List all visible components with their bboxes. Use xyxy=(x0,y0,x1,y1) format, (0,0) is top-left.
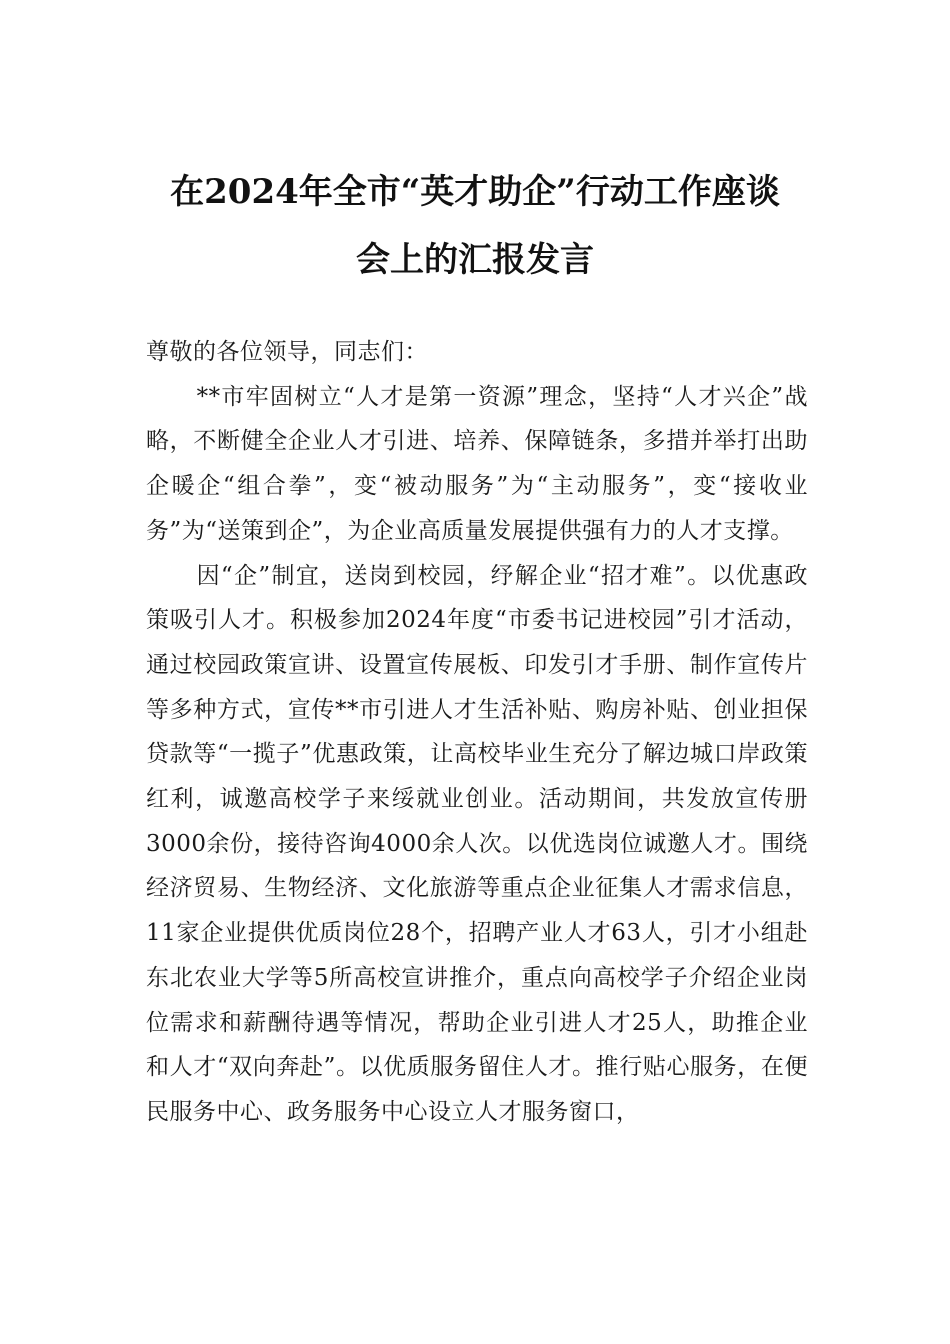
document-body xyxy=(146,330,808,1135)
salutation: 尊敬的各位领导，同志们： xyxy=(146,339,428,365)
document-title xyxy=(140,158,810,294)
title-line-1: 在2024年全市“英才助企”行动工作座谈 xyxy=(170,172,780,212)
title-line-2: 会上的汇报发言 xyxy=(356,240,594,280)
paragraph-recruitment: 因“企”制宜，送岗到校园，纾解企业“招才难”。以优惠政策吸引人才。积极参加2024年度“市委书记进校园”引才活动，通过校园政策宣讲、设置宣传展板、印发引才手册、制作宣传片等多种方式，宣传**市引进人才生活补贴、购房补贴、创业担保贷款等“一揽子”优惠政策，让高校毕业生充分了解边城口岸政策红利，诚邀高校学子来绥就业创业。活动期间，共发放宣传册3000余份，接待咨询4000余人次。以优选岗位诚邀人才。围绕经济贸易、生物经济、文化旅游等重点企业征集人才需求信息，11家企业提供优质岗位28个，招聘产业人才63人，引才小组赴东北农业大学等5所高校宣讲推介，重点向高校学子介绍企业岗位需求和薪酬待遇等情况，帮助企业引进人才25人，助推企业和人才“双向奔赴”。以优质服务留住人才。推行贴心服务，在便民服务中心、政务服务中心设立人才服务窗口， xyxy=(146,562,808,1125)
paragraph-intro: **市牢固树立“人才是第一资源”理念，坚持“人才兴企”战略，不断健全企业人才引进、培养、保障链条，多措并举打出助企暖企“组合拳”，变“被动服务”为“主动服务”，变“接收业务”为“送策到企”，为企业高质量发展提供强有力的人才支撑。 xyxy=(146,383,808,544)
